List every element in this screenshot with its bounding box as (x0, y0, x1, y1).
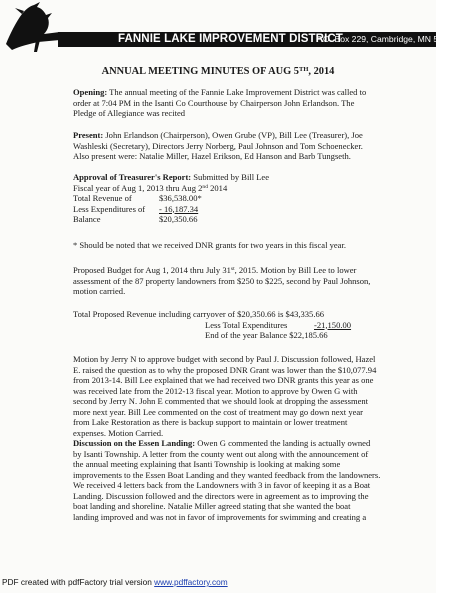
opening-text-1: The annual meeting of the Fannie Lake Improvement District was called to (107, 87, 367, 97)
organization-name: FANNIE LAKE IMPROVEMENT DISTRICT (118, 33, 343, 45)
essen-label: Discussion on the Essen Landing: (73, 438, 196, 448)
opening-label: Opening: (73, 87, 108, 97)
expenditures-value: -21,150.00 (314, 319, 352, 330)
budget-text-end: , 2015. Motion by Bill Lee to lower (234, 265, 357, 275)
page-title (0, 64, 436, 78)
treasurer-row-label: Total Revenue of (73, 193, 132, 203)
essen-first-text: Owen G commented the landing is actually owned (195, 438, 371, 448)
footer-text: PDF created with pdfFactory trial version (2, 577, 155, 587)
letterhead-bar (58, 32, 457, 47)
title-year: , 2014 (308, 66, 335, 77)
organization-address: P.O. Box 229, Cambridge, MN 55008 (316, 34, 457, 44)
present-line-3: Also present were: Natalie Miller, Hazel Erikson, Ed Hanson and Barb Tungseth. (73, 151, 351, 161)
motion-line: more next year. Bill Lee commented on the cost of treatment may go down next year (73, 406, 364, 417)
motion-line: was received late from the 2012-13 fiscal year. Motion to approve by Owen G with (73, 385, 358, 396)
pdf-footer (2, 577, 434, 587)
fiscal-year-end: 2014 (207, 182, 228, 193)
motion-line: from 2013-14. Bill Lee explained that we had received two DNR grants this year as one (73, 375, 374, 385)
motion-line: expenses. Motion Carried. (73, 427, 164, 438)
budget-text: Proposed Budget for Aug 1, 2014 thru July 31 (73, 265, 231, 275)
essen-line: boat landing and shoreline. Natalie Miller agreed stating that she wanted the boat (73, 501, 351, 511)
essen-line: landing improved and was not in favor of improvements for swimming and creating a (73, 511, 367, 522)
treasurer-row-label: Less Expenditures of (73, 203, 146, 214)
essen-line: the annual meeting explaining that Isanti Township is looking at making some (73, 459, 341, 469)
letterhead (0, 0, 457, 56)
motion-line: from Lake Restoration as there is backup support to maintain or lower treatment (73, 417, 348, 427)
present-label: Present: (73, 130, 104, 140)
end-of-year-balance: End of the year Balance $22,185.66 (205, 330, 328, 340)
treasurer-row-value: - 16,187.34 (159, 203, 199, 214)
opening-line-3: Pledge of Allegiance was recited (73, 108, 186, 118)
opening-line-2: order at 7:04 PM in the Isanti Co Courthouse by Chairperson John Erlandson. The (73, 97, 355, 108)
motion-line: second by Jerry N. John E commented that we should look at dropping the assessment (73, 396, 369, 406)
fiscal-year-text: Fiscal year of Aug 1, 2013 thru Aug 2 (73, 182, 203, 193)
treasurer-row-label: Balance (73, 214, 101, 224)
budget-sup: st (230, 266, 235, 272)
essen-line: improvements to the Essen Boat Landing and they wanted feedback from the landowners. (73, 469, 381, 480)
treasurer-row-value: $20,350.66 (159, 214, 198, 224)
present-line-2: Washleski (Secretary), Directors Jerry Norberg, Paul Johnson and Tom Schoenecker. (73, 140, 363, 151)
title-text: ANNUAL MEETING MINUTES OF AUG 5 (101, 66, 299, 77)
essen-line: by Isanti Township. A letter from the county went out along with the announcement of (73, 448, 369, 459)
revenue-line-1: Total Proposed Revenue including carryover of $20,350.66 is $43,335.66 (73, 309, 325, 319)
budget-line-1 (73, 265, 413, 276)
fiscal-year-sup: nd (202, 183, 208, 190)
essen-line: We received 4 letters back from the Landowners with 3 in favor of keeping it as a Boat (73, 480, 371, 490)
budget-line-2: assessment of the 87 property landowners from $250 to $225, second by Paul Johnson, (73, 275, 371, 286)
present-line-1 (73, 130, 413, 141)
present-text-1: John Erlandson (Chairperson), Owen Grube (VP), Bill Lee (Treasurer), Joe (103, 130, 363, 140)
treasurer-heading (73, 172, 413, 183)
motion-line: E. raised the question as to why the proposed DNR Grant was lower than the $10,077.94 (73, 364, 377, 375)
fiscal-year-line (73, 183, 413, 194)
motion-line: Motion by Jerry N to approve budget with second by Paul J. Discussion followed, Hazel (73, 354, 376, 364)
dnr-grant-note: * Should be noted that we received DNR grants for two years in this fiscal year. (73, 240, 346, 250)
budget-line-3: motion carried. (73, 286, 126, 296)
expenditures-label: Less Total Expenditures (205, 319, 288, 330)
title-superscript: TH (298, 66, 309, 73)
essen-line: Landing. Discussion followed and the directors were in agreement as to improving the (73, 490, 369, 501)
opening-line-1 (73, 87, 413, 98)
heron-logo-icon (0, 0, 436, 56)
treasurer-row-value: $36,538.00* (159, 193, 202, 203)
essen-heading-line (73, 438, 413, 449)
treasurer-submitted: Submitted by Bill Lee (191, 172, 270, 182)
pdffactory-link[interactable]: www.pdffactory.com (154, 577, 228, 587)
treasurer-label: Approval of Treasurer's Report: (73, 172, 192, 182)
